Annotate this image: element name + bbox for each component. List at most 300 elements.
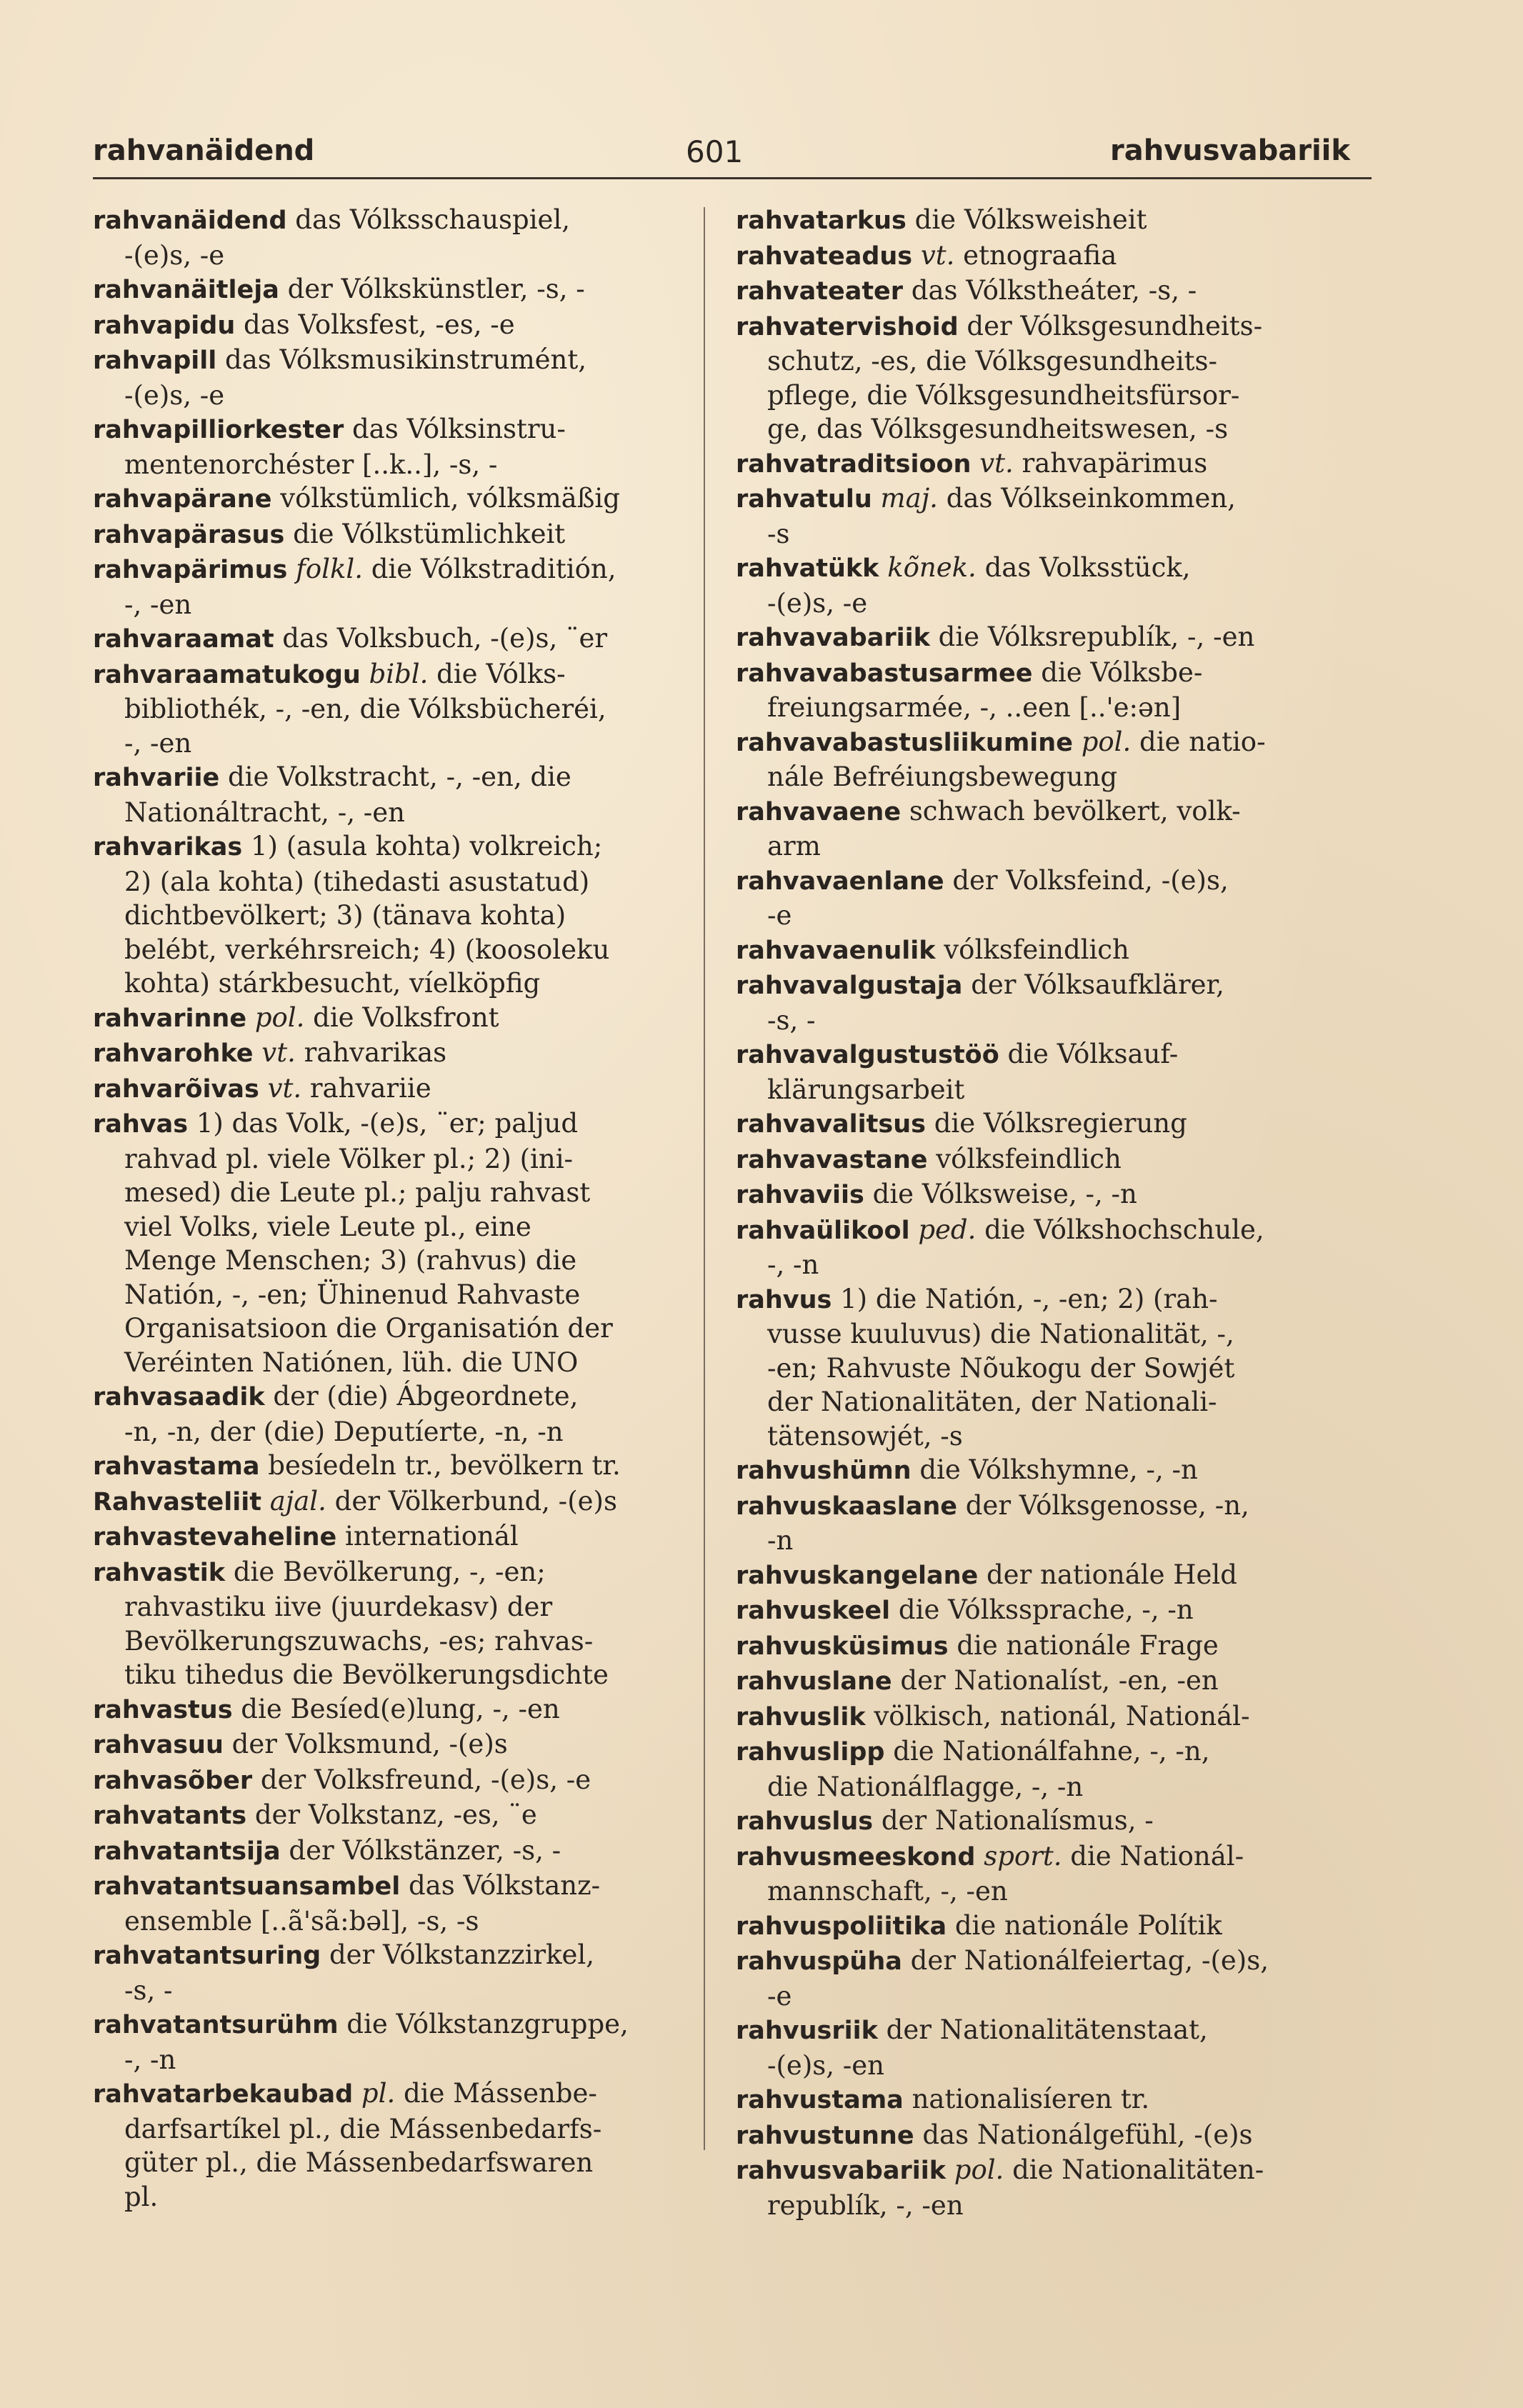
dictionary-entry — [93, 1071, 686, 1107]
translation: der Vólkstänzer, -s, - — [280, 1834, 561, 1866]
headword: rahvaülikool — [736, 1216, 910, 1245]
headword: rahvatulu — [736, 485, 872, 514]
headword: rahvaraamatukogu — [93, 660, 361, 689]
entry-first-line — [93, 2077, 686, 2112]
usage-label: vt. — [912, 239, 955, 271]
dictionary-entry — [736, 933, 1350, 969]
headword: rahvastik — [93, 1558, 226, 1587]
headword: rahvarõivas — [93, 1074, 259, 1104]
headword: rahvapärimus — [93, 556, 288, 584]
entry-first-line — [93, 552, 686, 588]
entry-first-line — [736, 1177, 1350, 1213]
dictionary-entry — [736, 1664, 1350, 1699]
translation: die Vólks- — [428, 658, 566, 689]
dictionary-entry — [93, 1763, 686, 1799]
headword: rahvusriik — [736, 2017, 878, 2045]
headword: rahvaviis — [736, 1181, 864, 1209]
entry-continuation-line: republík, -, -en — [767, 2189, 964, 2221]
entry-first-line — [93, 412, 686, 448]
headword: rahvatantsija — [93, 1837, 281, 1866]
entry-first-line — [93, 1036, 686, 1071]
headword: rahvasuu — [93, 1731, 224, 1759]
entry-continuation-line: -, -n — [767, 1249, 819, 1280]
page-number: 601 — [686, 134, 744, 169]
dictionary-entry — [736, 656, 1350, 725]
headword: rahvatraditsioon — [736, 449, 972, 479]
entry-first-line — [93, 2007, 686, 2043]
translation: der Nationalíst, -en, -en — [892, 1665, 1219, 1696]
translation: rahvapärimus — [1013, 447, 1208, 479]
entry-continuation-line: tätensowjét, -s — [767, 1420, 963, 1452]
headword: rahvavaenulik — [736, 936, 936, 965]
entry-continuation-line: -e — [767, 1980, 792, 2012]
entry-first-line — [736, 309, 1350, 345]
entry-continuation-line: Organisatsioon die Organisatión der — [124, 1313, 613, 1344]
entry-continuation-line: güter pl., die Mássenbedarfswaren — [124, 2147, 594, 2178]
dictionary-entry — [93, 760, 686, 829]
entry-continuation-line: Nationáltracht, -, -en — [124, 796, 405, 828]
entry-continuation-line: Natión, -, -en; Ühinenud Rahvaste — [124, 1279, 581, 1310]
entry-first-line — [736, 1664, 1350, 1699]
entry-continuation-line: -, -en — [124, 727, 192, 759]
translation: internationál — [336, 1521, 519, 1552]
usage-label: pol. — [946, 2154, 1004, 2185]
translation: das Volksbuch, -(e)s, ¨er — [274, 623, 608, 654]
usage-label: kõnek. — [879, 552, 977, 583]
translation: der Vólksaufklärer, — [962, 969, 1224, 1000]
dictionary-entry — [93, 552, 686, 621]
translation: die Nationalitäten- — [1004, 2154, 1264, 2185]
translation: vólkstümlich, vólksmäßig — [271, 483, 620, 514]
dictionary-entry — [736, 2153, 1350, 2222]
entry-first-line — [93, 1001, 686, 1036]
translation: die natio- — [1131, 726, 1266, 757]
entry-continuation-line: ensemble [..ã'sã:bəl], -s, -s — [124, 1905, 479, 1937]
entry-first-line — [736, 1909, 1350, 1944]
headword: rahvatarbekaubad — [93, 2080, 354, 2109]
translation: das Volksfest, -es, -e — [235, 309, 515, 340]
usage-label: folkl. — [287, 554, 363, 584]
dictionary-entry — [93, 203, 686, 272]
headword: rahvatantsuansambel — [93, 1872, 401, 1901]
dictionary-entry — [736, 1106, 1350, 1142]
headword: rahvavalitsus — [736, 1110, 926, 1139]
entry-continuation-line: belébt, verkéhrsreich; 4) (koosoleku — [124, 934, 610, 965]
headword: rahvus — [736, 1285, 832, 1314]
dictionary-entry — [736, 1909, 1350, 1944]
headword: rahvuspoliitika — [736, 1912, 947, 1941]
entry-continuation-line: darfsartíkel pl., die Mássenbedarfs- — [124, 2113, 602, 2144]
dictionary-entry — [93, 829, 686, 1001]
translation: die Vólksweise, -, -n — [864, 1179, 1137, 1209]
dictionary-entry — [736, 2118, 1350, 2154]
entry-first-line — [736, 1213, 1350, 1249]
entry-continuation-line: der Nationalitäten, der Nationali- — [767, 1387, 1217, 1417]
translation: die Bevölkerung, -, -en; — [225, 1556, 546, 1587]
headword: rahvusküsimus — [736, 1632, 949, 1661]
entry-first-line — [93, 203, 686, 239]
translation: nationalisíeren tr. — [903, 2084, 1150, 2114]
entry-first-line — [736, 1944, 1350, 1979]
headword: rahvaraamat — [93, 625, 274, 654]
translation: die Mássenbe- — [395, 2078, 597, 2109]
entry-continuation-line: -s, - — [767, 1004, 816, 1036]
entry-continuation-line: mesed) die Leute pl.; palju rahvast — [124, 1177, 591, 1208]
translation: die Besíed(e)lung, -, -en — [232, 1693, 560, 1724]
entry-continuation-line: rahvastiku iive (juurdekasv) der — [124, 1592, 553, 1622]
translation: die Vólkshochschule, — [976, 1214, 1264, 1245]
headword: rahvatantsurühm — [93, 2011, 339, 2039]
entry-continuation-line: -(e)s, -e — [124, 239, 225, 271]
dictionary-entry — [93, 517, 686, 553]
headword: rahvuslane — [736, 1667, 892, 1696]
translation: 1) die Natión, -, -en; 2) (rah- — [832, 1283, 1218, 1314]
dictionary-entry — [736, 446, 1350, 482]
dictionary-entry — [736, 274, 1350, 309]
translation: das Vólksinstru- — [344, 414, 566, 444]
headword: rahvustama — [736, 2086, 904, 2114]
entry-first-line — [93, 829, 686, 865]
entry-continuation-line: Bevölkerungszuwachs, -es; rahvas- — [124, 1625, 594, 1657]
entry-continuation-line: rahvad pl. viele Völker pl.; 2) (ini- — [124, 1143, 574, 1174]
dictionary-entry — [736, 2082, 1350, 2118]
dictionary-entry — [93, 272, 686, 308]
translation: der Volksfreund, -(e)s, -e — [252, 1764, 591, 1795]
headword: rahvarikas — [93, 833, 243, 861]
entry-continuation-line: -en; Rahvuste Nõukogu der Sowjét — [767, 1352, 1235, 1384]
translation: vólksfeindlich — [927, 1143, 1122, 1174]
entry-continuation-line: die Nationálflagge, -, -n — [767, 1771, 1084, 1802]
headword: rahvatants — [93, 1802, 247, 1830]
entry-first-line — [736, 1037, 1350, 1073]
entry-first-line — [93, 1763, 686, 1799]
dictionary-entry — [93, 1727, 686, 1763]
right-column — [736, 203, 1350, 2222]
headword: rahvusmeeskond — [736, 1842, 976, 1872]
headword: Rahvasteliit — [93, 1487, 261, 1517]
entry-first-line — [93, 308, 686, 344]
left-column — [93, 203, 686, 2214]
dictionary-entry — [736, 1804, 1350, 1839]
translation: der Völkerbund, -(e)s — [326, 1485, 617, 1517]
entry-first-line — [736, 2082, 1350, 2118]
headword: rahvavastane — [736, 1145, 928, 1174]
headword: rahvastevaheline — [93, 1523, 337, 1552]
dictionary-entry — [736, 1839, 1350, 1909]
dictionary-entry — [736, 1177, 1350, 1213]
headword: rahvanäidend — [93, 206, 287, 235]
header-left-guide-word: rahvanäidend — [93, 134, 315, 167]
entry-first-line — [736, 481, 1350, 517]
entry-first-line — [93, 760, 686, 796]
entry-continuation-line: klärungsarbeit — [767, 1074, 965, 1105]
headword: rahvuslipp — [736, 1738, 885, 1767]
entry-first-line — [93, 657, 686, 693]
translation: der Vólkstanzzirkel, — [321, 1939, 595, 1970]
entry-first-line — [736, 239, 1350, 274]
usage-label: bibl. — [360, 658, 429, 689]
entry-first-line — [736, 2118, 1350, 2154]
header-rule — [93, 177, 1372, 179]
translation: das Vólksmusikinstrumént, — [216, 344, 587, 375]
entry-continuation-line: -, -n — [124, 2044, 176, 2075]
dictionary-entry — [736, 968, 1350, 1037]
entry-first-line — [93, 1379, 686, 1415]
dictionary-entry — [736, 1558, 1350, 1594]
entry-first-line — [93, 343, 686, 379]
entry-continuation-line: -s — [767, 518, 790, 549]
entry-continuation-line: dichtbevölkert; 3) (tänava kohta) — [124, 900, 566, 931]
headword: rahvatantsuring — [93, 1942, 321, 1970]
headword: rahvateater — [736, 277, 904, 306]
entry-first-line — [736, 446, 1350, 482]
dictionary-entry — [93, 1001, 686, 1036]
headword: rahvavalgustaja — [736, 971, 963, 1000]
dictionary-entry — [736, 1037, 1350, 1106]
entry-first-line — [93, 1798, 686, 1834]
entry-first-line — [736, 551, 1350, 586]
headword: rahvasaadik — [93, 1383, 265, 1412]
translation: der Vólksgesundheits- — [958, 310, 1263, 341]
headword: rahvusvabariik — [736, 2157, 946, 2185]
entry-first-line — [93, 621, 686, 657]
translation: der Vólkskünstler, -s, - — [279, 274, 585, 304]
translation: das Nationálgefühl, -(e)s — [914, 2119, 1253, 2150]
headword: rahvanäitleja — [93, 276, 279, 304]
dictionary-entry — [93, 343, 686, 412]
translation: etnograafia — [954, 239, 1117, 271]
headword: rahvarohke — [93, 1039, 254, 1068]
entry-continuation-line: -s, - — [124, 1974, 173, 2006]
dictionary-entry — [736, 551, 1350, 620]
dictionary-entry — [736, 620, 1350, 656]
dictionary-entry — [736, 309, 1350, 446]
headword: rahvasõber — [93, 1766, 253, 1795]
dictionary-entry — [93, 1938, 686, 2007]
dictionary-entry — [736, 725, 1350, 794]
translation: das Vólkseinkommen, — [937, 483, 1236, 514]
entry-continuation-line: ge, das Vólksgesundheitswesen, -s — [767, 414, 1229, 444]
headword: rahvatükk — [736, 554, 879, 583]
entry-continuation-line: -, -en — [124, 589, 192, 620]
headword: rahvuslus — [736, 1807, 874, 1836]
entry-first-line — [93, 1692, 686, 1728]
entry-continuation-line: -(e)s, -e — [124, 379, 225, 411]
headword: rahvapärane — [93, 485, 272, 514]
translation: 1) (asula kohta) volkreich; — [242, 831, 603, 861]
entry-first-line — [93, 1519, 686, 1555]
translation: der nationále Held — [978, 1559, 1237, 1590]
dictionary-entry — [93, 1519, 686, 1555]
dictionary-entry — [93, 481, 686, 517]
entry-first-line — [736, 968, 1350, 1004]
entry-first-line — [93, 1484, 686, 1520]
dictionary-entry — [93, 308, 686, 344]
entry-continuation-line: -n, -n, der (die) Deputíerte, -n, -n — [124, 1416, 564, 1447]
translation: der Volkstanz, -es, ¨e — [246, 1799, 537, 1830]
entry-continuation-line: freiungsarmée, -, ..een [..'e:ən] — [767, 692, 1182, 723]
entry-continuation-line: tiku tihedus die Bevölkerungsdichte — [124, 1659, 609, 1690]
usage-label: vt. — [253, 1037, 296, 1068]
usage-label: pol. — [1072, 726, 1132, 757]
headword: rahvavabastusliikumine — [736, 728, 1073, 757]
entry-first-line — [93, 1071, 686, 1107]
entry-first-line — [736, 1489, 1350, 1524]
translation: 1) das Volk, -(e)s, ¨er; paljud — [188, 1108, 579, 1139]
translation: besíedeln tr., bevölkern tr. — [259, 1450, 621, 1481]
headword: rahvapilliorkester — [93, 416, 344, 444]
headword: rahvuskaaslane — [736, 1492, 957, 1521]
usage-label: sport. — [975, 1840, 1062, 1872]
entry-continuation-line: schutz, -es, die Vólksgesundheits- — [767, 346, 1218, 376]
entry-continuation-line: -n — [767, 1525, 794, 1556]
entry-continuation-line: kohta) stárkbesucht, víelköpfig — [124, 968, 541, 999]
translation: die Volkstracht, -, -en, die — [219, 761, 571, 792]
entry-continuation-line: bibliothék, -, -en, die Vólksbücheréi, — [124, 694, 606, 724]
headword: rahvariie — [93, 764, 220, 792]
entry-first-line — [736, 1106, 1350, 1142]
entry-first-line — [736, 1839, 1350, 1875]
headword: rahvavalgustustöö — [736, 1041, 999, 1069]
translation: die nationále Polítik — [947, 1909, 1222, 1941]
entry-first-line — [736, 1804, 1350, 1839]
entry-first-line — [736, 1282, 1350, 1318]
headword: rahvastus — [93, 1695, 233, 1724]
entry-first-line — [93, 517, 686, 553]
entry-continuation-line: mentenorchéster [..k..], -s, - — [124, 449, 498, 480]
translation: die Nationálfahne, -, -n, — [884, 1736, 1210, 1767]
entry-first-line — [93, 1727, 686, 1763]
usage-label: vt. — [259, 1072, 302, 1104]
dictionary-entry — [93, 1106, 686, 1379]
translation: die Nationál- — [1062, 1840, 1244, 1872]
entry-continuation-line: -(e)s, -en — [767, 2049, 885, 2081]
dictionary-entry — [736, 794, 1350, 864]
translation: der (die) Ábgeordnete, — [264, 1381, 579, 1412]
headword: rahvuslik — [736, 1702, 866, 1732]
dictionary-entry — [93, 1379, 686, 1449]
entry-first-line — [93, 1106, 686, 1142]
translation: das Volksstück, — [976, 552, 1191, 583]
entry-first-line — [736, 1558, 1350, 1594]
translation: völkisch, nationál, Nationál- — [865, 1700, 1250, 1732]
dictionary-entry — [93, 1555, 686, 1692]
translation: die Vólkstümlichkeit — [284, 518, 566, 549]
entry-continuation-line: -(e)s, -e — [767, 587, 868, 619]
dictionary-entry — [736, 1142, 1350, 1178]
headword: rahvapill — [93, 346, 217, 375]
translation: rahvariie — [301, 1072, 431, 1104]
entry-continuation-line: mannschaft, -, -en — [767, 1876, 1008, 1907]
entry-first-line — [736, 864, 1350, 899]
headword: rahvateadus — [736, 241, 913, 271]
entry-first-line — [93, 1938, 686, 1974]
entry-first-line — [736, 1453, 1350, 1489]
entry-first-line — [736, 274, 1350, 309]
dictionary-entry — [93, 1692, 686, 1728]
usage-label: pl. — [353, 2078, 396, 2109]
translation: der Volksmund, -(e)s — [223, 1729, 508, 1759]
entry-first-line — [736, 203, 1350, 239]
headword: rahvuskangelane — [736, 1561, 979, 1590]
page-header — [93, 127, 1350, 177]
headword: rahvastama — [93, 1452, 260, 1481]
entry-first-line — [736, 2013, 1350, 2049]
translation: die Vólksbe- — [1032, 656, 1203, 688]
headword: rahvas — [93, 1110, 189, 1139]
entry-first-line — [93, 481, 686, 517]
entry-first-line — [93, 1834, 686, 1869]
entry-first-line — [93, 1869, 686, 1904]
translation: die nationále Frage — [948, 1629, 1219, 1661]
translation: die Volksfront — [304, 1001, 499, 1033]
entry-first-line — [93, 272, 686, 308]
headword: rahvavabastusarmee — [736, 659, 1033, 688]
entry-first-line — [93, 1449, 686, 1484]
entry-continuation-line: Menge Menschen; 3) (rahvus) die — [124, 1245, 577, 1276]
translation: die Vólkssprache, -, -n — [890, 1594, 1194, 1625]
entry-first-line — [736, 725, 1350, 761]
dictionary-entry — [93, 412, 686, 481]
entry-first-line — [736, 1734, 1350, 1770]
entry-continuation-line: viel Volks, viele Leute pl., eine — [124, 1211, 531, 1242]
entry-first-line — [736, 1629, 1350, 1664]
translation: das Vólkstheáter, -s, - — [903, 275, 1197, 306]
dictionary-entry — [93, 2007, 686, 2077]
translation: die Vólkshymne, -, -n — [911, 1454, 1198, 1485]
headword: rahvuskeel — [736, 1597, 891, 1625]
dictionary-entry — [736, 1282, 1350, 1454]
entry-first-line — [736, 1142, 1350, 1178]
dictionary-entry — [736, 1489, 1350, 1558]
dictionary-entry — [736, 1944, 1350, 2013]
translation: die Vólksregierung — [925, 1108, 1187, 1139]
dictionary-entry — [93, 2077, 686, 2214]
headword: rahvavaenlane — [736, 866, 944, 896]
entry-first-line — [736, 2153, 1350, 2189]
dictionary-entry — [93, 1484, 686, 1520]
headword: rahvavabariik — [736, 624, 930, 652]
entry-first-line — [736, 620, 1350, 656]
translation: die Vólkstanzgruppe, — [338, 2009, 629, 2039]
translation: der Nationálfeiertag, -(e)s, — [902, 1945, 1269, 1976]
headword: rahvustunne — [736, 2121, 914, 2150]
headword: rahvapärasus — [93, 520, 285, 549]
dictionary-entry — [93, 1834, 686, 1869]
dictionary-entry — [736, 1699, 1350, 1735]
dictionary-entry — [93, 1036, 686, 1071]
dictionary-entry — [736, 481, 1350, 551]
entry-first-line — [736, 1593, 1350, 1629]
translation: die Vólksauf- — [999, 1039, 1179, 1069]
translation: die Vólksweisheit — [906, 204, 1147, 235]
entry-continuation-line: 2) (ala kohta) (tihedasti asustatud) — [124, 866, 590, 897]
usage-label: ped. — [909, 1214, 977, 1245]
dictionary-entry — [93, 657, 686, 761]
translation: die Vólkstraditión, — [362, 554, 616, 584]
dictionary-entry — [736, 203, 1350, 239]
translation: das Vólkstanz- — [400, 1870, 601, 1901]
headword: rahvapidu — [93, 311, 236, 340]
translation: der Nationalitätenstaat, — [877, 2014, 1208, 2045]
translation: das Vólksschauspiel, — [286, 204, 571, 235]
dictionary-entry — [736, 1213, 1350, 1282]
column-divider — [704, 207, 705, 2150]
entry-continuation-line: -e — [767, 900, 792, 931]
dictionary-entry — [736, 1734, 1350, 1804]
dictionary-entry — [736, 2013, 1350, 2082]
dictionary-entry — [93, 621, 686, 657]
